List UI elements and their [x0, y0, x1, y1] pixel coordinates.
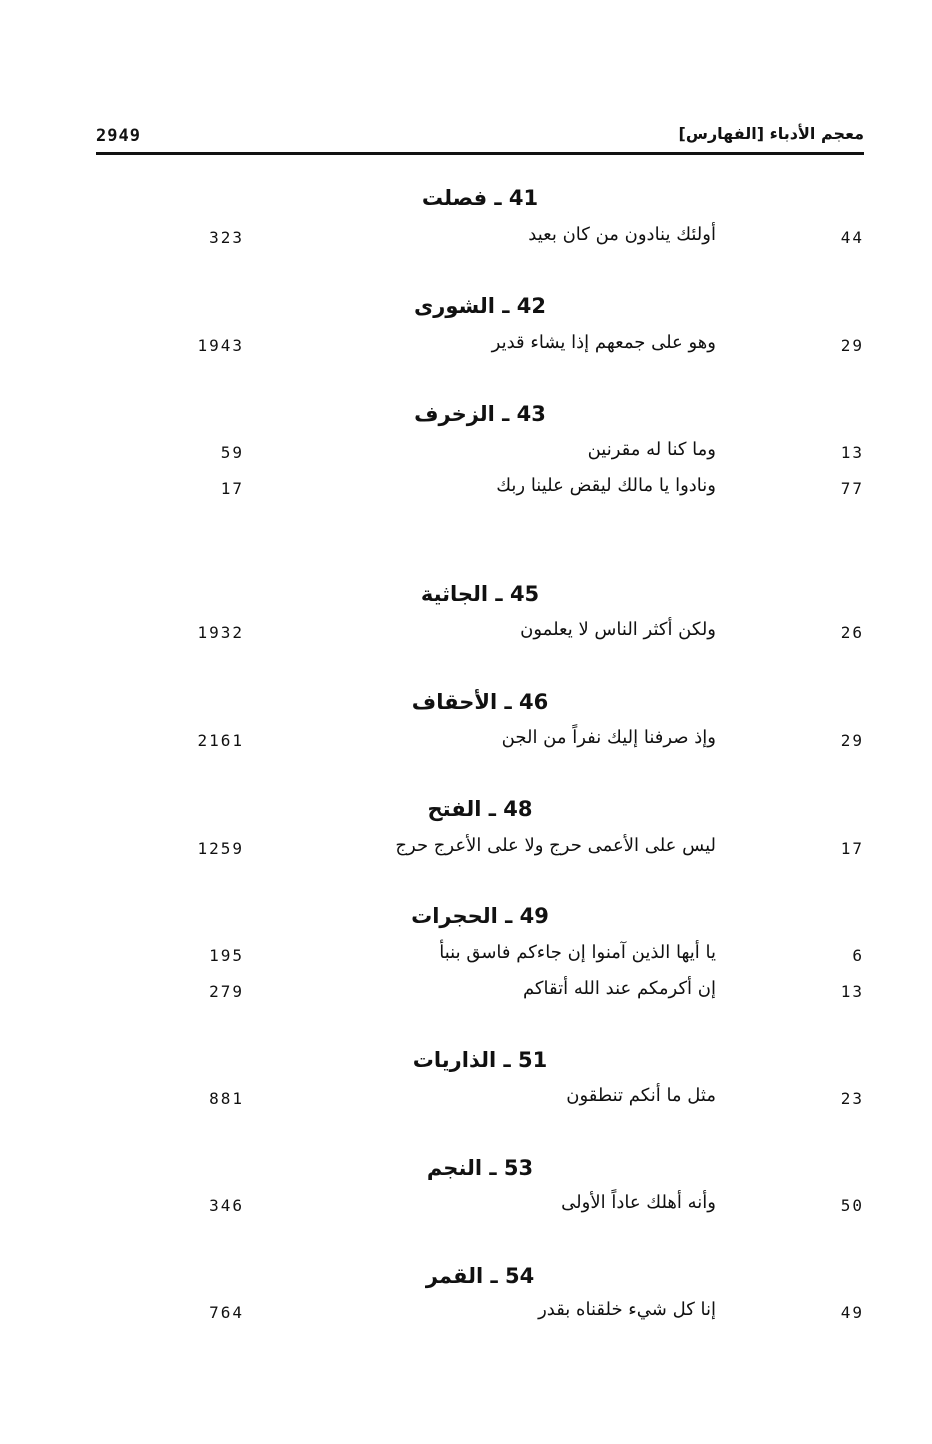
page-reference: 764 [209, 1303, 244, 1322]
verse-text: وما كنا له مقرنين [587, 439, 716, 460]
page-reference: 1943 [197, 336, 244, 355]
ayah-number: 50 [840, 1196, 864, 1215]
ayah-number: 6 [852, 946, 864, 965]
sura-title: 42 ـ الشورى [414, 294, 546, 318]
page-reference: 1259 [197, 839, 244, 858]
ayah-number: 29 [840, 731, 864, 750]
index-entry [0, 978, 932, 1012]
verse-text: مثل ما أنكم تنطقون [566, 1085, 716, 1106]
ayah-number: 13 [840, 982, 864, 1001]
index-entry [0, 1299, 932, 1333]
sura-title: 48 ـ الفتح [427, 797, 533, 821]
sura-title: 43 ـ الزخرف [414, 402, 546, 426]
sura-title: 51 ـ الذاريات [412, 1048, 548, 1072]
sura-title: 46 ـ الأحقاف [411, 690, 549, 714]
header-rule [96, 152, 864, 155]
index-entry [0, 224, 932, 258]
page-reference: 1932 [197, 623, 244, 642]
verse-text: ولكن أكثر الناس لا يعلمون [520, 619, 716, 640]
sura-title: 41 ـ فصلت [421, 186, 539, 210]
page-number: 2949 [96, 126, 141, 146]
index-entry [0, 727, 932, 761]
verse-text: ليس على الأعمى حرج ولا على الأعرج حرج [395, 835, 716, 856]
page-reference: 59 [220, 443, 244, 462]
page-reference: 323 [209, 228, 244, 247]
ayah-number: 29 [840, 336, 864, 355]
ayah-number: 77 [840, 479, 864, 498]
page-reference: 279 [209, 982, 244, 1001]
page-reference: 346 [209, 1196, 244, 1215]
verse-text: ونادوا يا مالك ليقض علينا ربك [496, 475, 716, 496]
ayah-number: 44 [840, 228, 864, 247]
index-entry [0, 619, 932, 653]
verse-text: إنا كل شيء خلقناه بقدر [538, 1299, 716, 1320]
verse-text: وأنه أهلك عاداً الأولى [561, 1192, 716, 1213]
page-reference: 17 [220, 479, 244, 498]
index-entry [0, 1192, 932, 1226]
index-entry [0, 475, 932, 509]
ayah-number: 17 [840, 839, 864, 858]
ayah-number: 23 [840, 1089, 864, 1108]
sura-title: 45 ـ الجاثية [420, 582, 540, 606]
verse-text: وإذ صرفنا إليك نفراً من الجن [501, 727, 716, 748]
ayah-number: 49 [840, 1303, 864, 1322]
index-entry [0, 835, 932, 869]
index-entry [0, 1085, 932, 1119]
sura-title: 54 ـ القمر [425, 1264, 535, 1288]
running-header [96, 122, 864, 152]
verse-text: أولئك ينادون من كان بعيد [528, 224, 716, 245]
verse-text: يا أيها الذين آمنوا إن جاءكم فاسق بنبأ [439, 942, 716, 963]
book-title: معجم الأدباء [الفهارس] [678, 124, 864, 143]
index-entry [0, 439, 932, 473]
page-reference: 881 [209, 1089, 244, 1108]
ayah-number: 13 [840, 443, 864, 462]
sura-title: 49 ـ الحجرات [411, 904, 549, 928]
index-entry [0, 332, 932, 366]
sura-title: 53 ـ النجم [426, 1156, 534, 1180]
ayah-number: 26 [840, 623, 864, 642]
page-reference: 2161 [197, 731, 244, 750]
page-reference: 195 [209, 946, 244, 965]
index-entry [0, 942, 932, 976]
verse-text: وهو على جمعهم إذا يشاء قدير [491, 332, 716, 353]
verse-text: إن أكرمكم عند الله أتقاكم [522, 978, 716, 999]
